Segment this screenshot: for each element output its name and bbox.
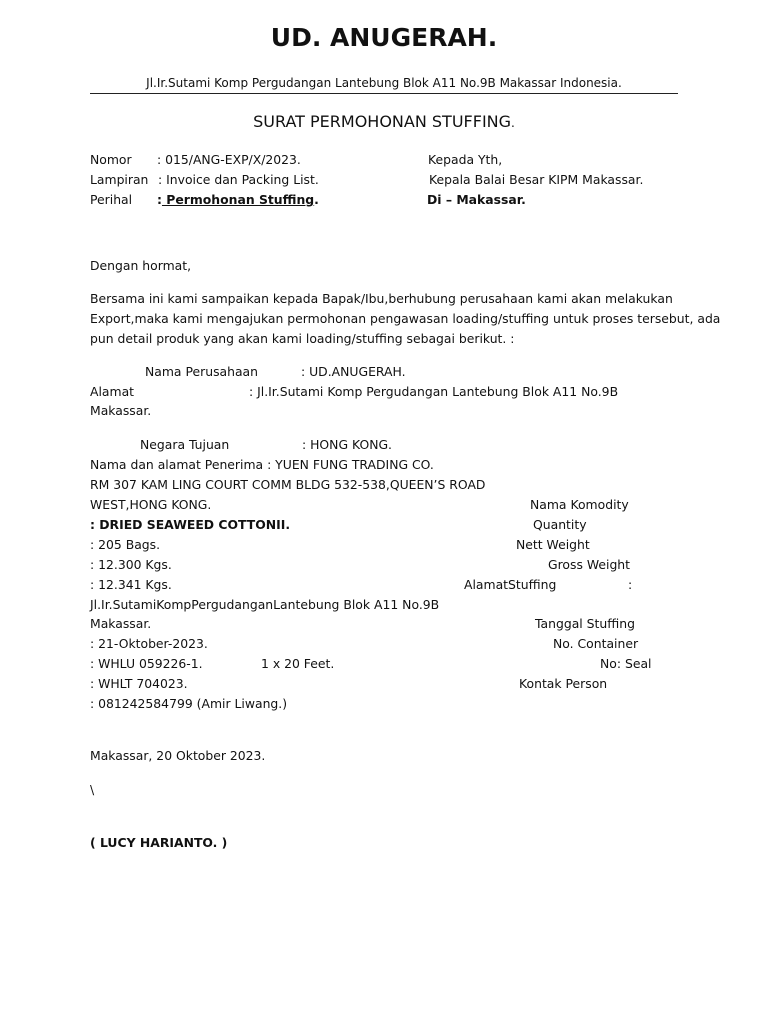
alamat-stuffing-colon: : — [628, 577, 633, 592]
alamat-stuffing-value: Jl.Ir.SutamiKompPergudanganLantebung Blok A11 No.9B — [90, 597, 440, 612]
seal-value: : WHLT 704023. — [90, 676, 188, 691]
penerima-line: Nama dan alamat Penerima : YUEN FUNG TRADING CO. — [90, 457, 434, 472]
container-label: No. Container — [553, 636, 639, 651]
perihal-value — [157, 192, 319, 208]
penerima-address-1: RM 307 KAM LING COURT COMM BLDG 532-538,QUEEN’S ROAD — [90, 477, 486, 492]
nett-weight-label: Nett Weight — [516, 537, 590, 552]
salutation: Dengan hormat, — [90, 258, 192, 273]
tanggal-stuffing-value: : 21-Oktober-2023. — [90, 636, 208, 651]
company-name: UD. ANUGERAH. — [270, 23, 498, 52]
nomor-label: Nomor — [90, 152, 132, 167]
nama-perusahaan-label: Nama Perusahaan — [145, 364, 259, 379]
perihal-label: Perihal — [90, 192, 133, 207]
negara-tujuan-value: : HONG KONG. — [302, 437, 393, 452]
company-address: Jl.Ir.Sutami Komp Pergudangan Lantebung Blok A11 No.9B Makassar Indonesia. — [146, 76, 622, 90]
quantity-value: : 205 Bags. — [90, 537, 161, 552]
nama-perusahaan-value: : UD.ANUGERAH. — [301, 364, 406, 379]
place-date: Makassar, 20 Oktober 2023. — [90, 748, 266, 763]
alamat-stuffing-continued: Makassar. — [90, 616, 152, 631]
komodity-value: : DRIED SEAWEED COTTONII. — [90, 517, 291, 532]
penerima-address-2: WEST,HONG KONG. — [90, 497, 212, 512]
gross-weight-label: Gross Weight — [548, 557, 631, 572]
gross-weight-value: : 12.341 Kgs. — [90, 577, 172, 592]
intro-line-1: Bersama ini kami sampaikan kepada Bapak/Ibu,berhubung perusahaan kami akan melakukan — [90, 291, 673, 306]
komodity-label: Nama Komodity — [530, 497, 629, 512]
intro-line-2: Export,maka kami mengajukan permohonan pengawasan loading/stuffing untuk proses tersebut, ada — [90, 311, 721, 326]
tanggal-stuffing-label: Tanggal Stuffing — [535, 616, 635, 631]
kontak-person-value: : 081242584799 (Amir Liwang.) — [90, 696, 288, 711]
stray-mark: \ — [90, 782, 95, 797]
recipient-line-3: Di – Makassar. — [427, 192, 526, 207]
container-size: 1 x 20 Feet. — [261, 656, 335, 671]
nett-weight-value: : 12.300 Kgs. — [90, 557, 172, 572]
letter-title-text: SURAT PERMOHONAN STUFFING — [253, 112, 512, 131]
nomor-value: : 015/ANG-EXP/X/2023. — [157, 152, 301, 167]
recipient-line-1: Kepada Yth, — [428, 152, 503, 167]
perihal-subject: Permohonan Stuffing — [161, 192, 315, 207]
negara-tujuan-label: Negara Tujuan — [140, 437, 230, 452]
signatory-name: ( LUCY HARIANTO. ) — [90, 835, 228, 850]
kontak-person-label: Kontak Person — [519, 676, 608, 691]
quantity-label: Quantity — [533, 517, 587, 532]
perihal-dot: . — [314, 192, 319, 207]
lampiran-label: Lampiran — [90, 172, 149, 187]
header-divider — [90, 93, 678, 94]
alamat-value: : Jl.Ir.Sutami Komp Pergudangan Lantebung Blok A11 No.9B — [249, 384, 619, 399]
alamat-continued: Makassar. — [90, 403, 152, 418]
intro-line-3: pun detail produk yang akan kami loading/stuffing sebagai berikut. : — [90, 331, 515, 346]
container-value: : WHLU 059226-1. — [90, 656, 203, 671]
recipient-line-2: Kepala Balai Besar KIPM Makassar. — [429, 172, 644, 187]
letter-title-dot: . — [511, 116, 515, 130]
alamat-label: Alamat — [90, 384, 135, 399]
letter-title — [0, 112, 768, 133]
lampiran-value: : Invoice dan Packing List. — [158, 172, 319, 187]
perihal-colon: : — [157, 192, 162, 207]
alamat-stuffing-label: AlamatStuffing — [464, 577, 557, 592]
seal-label: No: Seal — [600, 656, 652, 671]
